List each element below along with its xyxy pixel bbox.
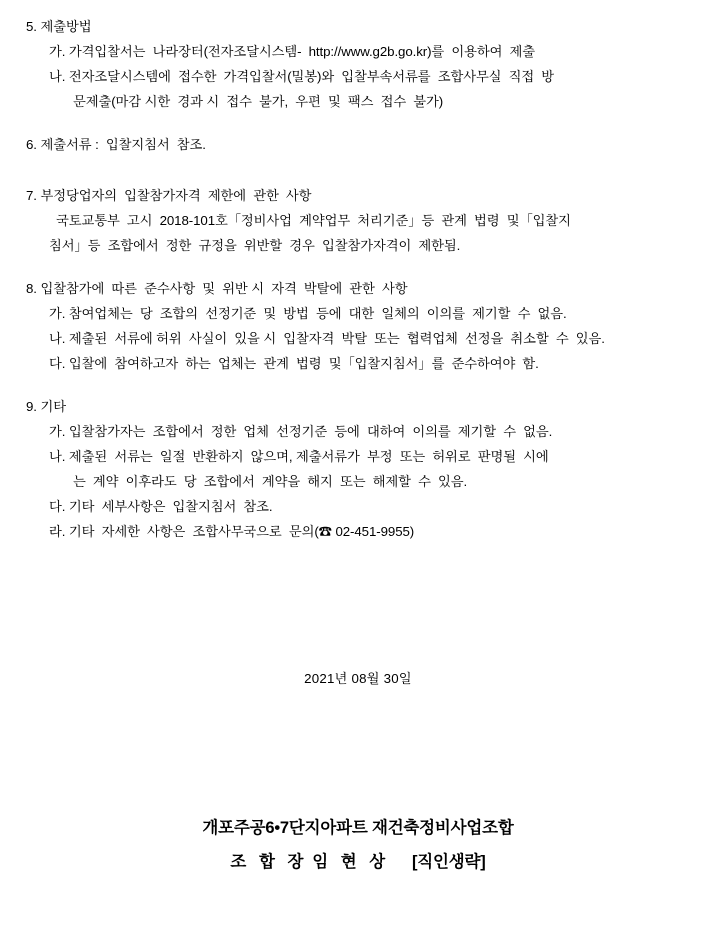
section-8-number: 8. <box>26 281 37 296</box>
section-5-heading <box>18 14 698 39</box>
spacer <box>18 606 698 668</box>
section-8-heading <box>18 276 698 301</box>
section-8-item-na: 나. 제출된 서류에 허위 사실이 있을 시 입찰자격 박탈 또는 협력업체 선정을 취소할 수 있음. <box>49 331 605 346</box>
section-5 <box>18 14 698 114</box>
section-9-title: 기타 <box>40 399 66 414</box>
spacer <box>18 114 698 132</box>
section-9-item-na-cont: 는 계약 이후라도 당 조합에서 계약을 해지 또는 해제할 수 있음. <box>73 474 468 489</box>
seal-note: [직인생략] <box>412 853 486 871</box>
section-9-item-ga: 가. 입찰참가자는 조합에서 정한 업체 선정기준 등에 대하여 이의를 제기할 수 없음. <box>49 424 553 439</box>
section-6-title: 제출서류 : 입찰지침서 참조. <box>40 137 206 152</box>
section-9 <box>18 394 698 544</box>
spacer <box>18 749 698 811</box>
spacer <box>18 376 698 394</box>
section-9-item-ra: 라. 기타 자세한 사항은 조합사무국으로 문의(☎ 02-451-9955) <box>49 524 415 539</box>
section-5-title: 제출방법 <box>40 19 92 34</box>
section-7-paragraph-line-2: 침서」등 조합에서 정한 규정을 위반할 경우 입찰참가자격이 제한됨. <box>49 238 461 253</box>
section-6-number: 6. <box>26 137 37 152</box>
representative-name: 임 현 상 <box>312 853 390 871</box>
section-5-number: 5. <box>26 19 37 34</box>
section-7-title: 부정당업자의 입찰참가자격 제한에 관한 사항 <box>40 188 312 203</box>
section-8-item-da: 다. 입찰에 참여하고자 하는 업체는 관계 법령 및「입찰지침서」를 준수하여야 함. <box>49 356 539 371</box>
section-9-number: 9. <box>26 399 37 414</box>
organization-name: 개포주공6•7단지아파트 재건축정비사업조합 <box>202 819 514 837</box>
spacer <box>18 258 698 276</box>
section-5-item-ga: 가. 가격입찰서는 나라장터(전자조달시스템- http://www.g2b.go.kr)를 이용하여 제출 <box>49 44 536 59</box>
section-9-heading <box>18 394 698 419</box>
section-8 <box>18 276 698 376</box>
section-7-paragraph-line-1: 국토교통부 고시 2018-101호「정비사업 계약업무 처리기준」등 관계 법령 및「입찰지 <box>56 213 571 228</box>
spacer <box>18 157 698 183</box>
section-9-item-na: 나. 제출된 서류는 일절 반환하지 않으며, 제출서류가 부정 또는 허위로 판명될 시에 <box>49 449 549 464</box>
section-8-item-ga: 가. 참여업체는 당 조합의 선정기준 및 방법 등에 대한 일체의 이의를 제기할 수 없음. <box>49 306 567 321</box>
section-8-title: 입찰참가에 따른 준수사항 및 위반 시 자격 박탈에 관한 사항 <box>40 281 408 296</box>
section-7-number: 7. <box>26 188 37 203</box>
representative-line <box>18 845 698 879</box>
section-5-item-na: 나. 전자조달시스템에 접수한 가격입찰서(밀봉)와 입찰부속서류를 조합사무실 직접 방 <box>49 69 555 84</box>
section-7 <box>18 183 698 258</box>
section-6-heading <box>18 132 698 157</box>
section-9-item-da: 다. 기타 세부사항은 입찰지침서 참조. <box>49 499 273 514</box>
signature-block <box>18 811 698 879</box>
spacer <box>18 687 698 749</box>
section-6 <box>18 132 698 157</box>
spacer <box>18 544 698 606</box>
document-date: 2021년 08월 30일 <box>304 671 412 686</box>
section-5-item-na-cont: 문제출(마감 시한 경과 시 접수 불가, 우편 및 팩스 접수 불가) <box>73 94 444 109</box>
representative-title: 조 합 장 <box>230 853 308 871</box>
section-7-heading <box>18 183 698 208</box>
